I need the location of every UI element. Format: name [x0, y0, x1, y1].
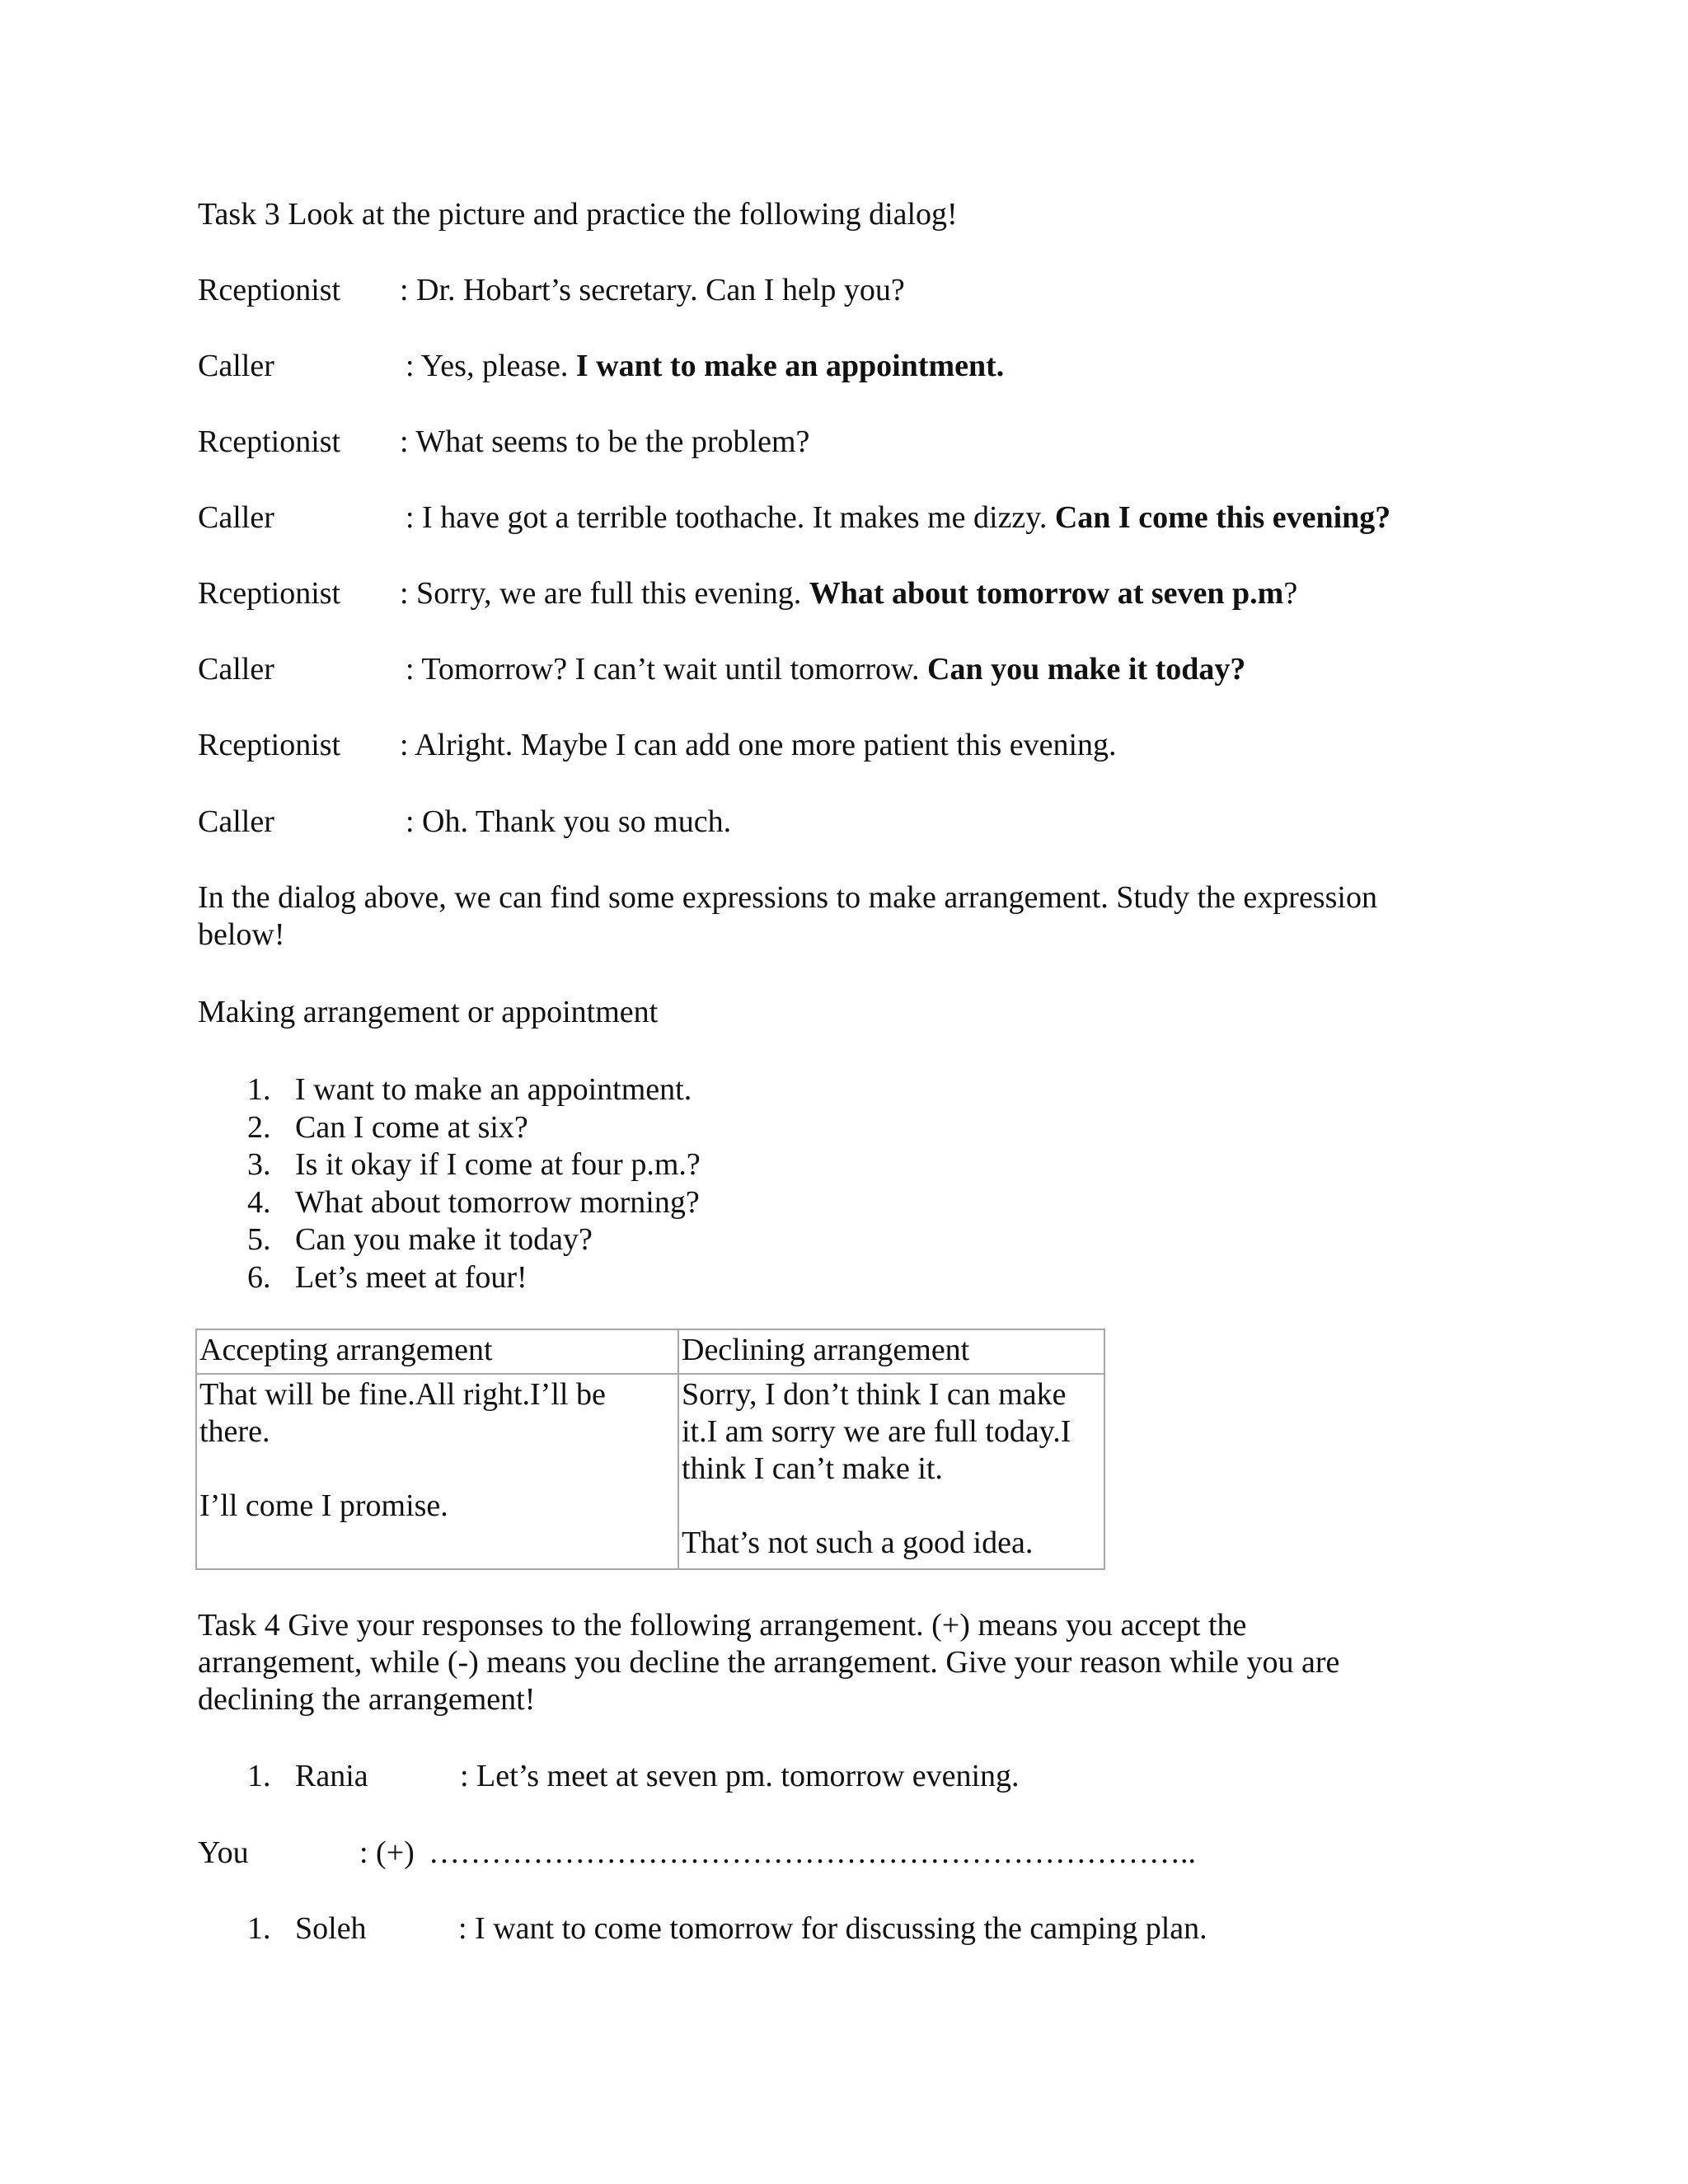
task4-item-speaker: Rania: [295, 1759, 368, 1793]
bold-expression: Can I come this evening?: [1054, 500, 1391, 535]
declining-cell: Sorry, I don’t think I can make it.I am sorry we are full today.I think I can’t make it. That’s not such a good idea.: [678, 1374, 1104, 1569]
dialog-text: : Tomorrow? I can’t wait until tomorrow. Can you make it today?: [406, 652, 1246, 687]
dialog-text: : Yes, please. I want to make an appointment.: [406, 349, 1005, 383]
dialog-speaker: Caller: [198, 652, 274, 687]
task4-item-text: : Let’s meet at seven pm. tomorrow evening.: [460, 1759, 1020, 1793]
task4-item-number: 1.: [247, 1759, 271, 1793]
bold-expression: What about tomorrow at seven p.m: [809, 576, 1284, 611]
bold-expression: I want to make an appointment.: [575, 349, 1005, 383]
arrangement-table: [195, 1329, 1105, 1570]
dialog-text: : Sorry, we are full this evening. What about tomorrow at seven p.m?: [400, 576, 1298, 611]
dialog-speaker: Caller: [198, 500, 274, 535]
response-sign: : (+): [359, 1835, 415, 1870]
response-blank[interactable]: ………………………………………………………………..: [429, 1835, 1196, 1870]
dialog-text: : What seems to be the problem?: [400, 424, 810, 459]
dialog-speaker: Rceptionist: [198, 576, 341, 611]
document-page: Task 3 Look at the picture and practice the following dialog! Rceptionist : Dr. Hobart’s secretary. Can I help you? Caller : Yes, please. I want to make an appointment. Rceptionist : What seems to be the problem? Caller : I have got a terrible toothache. It makes me dizzy. Can I come this evening? Rceptionist : Sorry, we are full this evening. What about tomorrow at seven p.m? Caller : Tomorrow? I can’t wait until tomorrow. Can you make it today? Rceptionist : Alright. Maybe I can add one more patient this evening. Caller : Oh. Thank you so much. In the dialog above, we can find some expressions to make arrangement. Study the expression below! Making arrangement or appointment 1. I want to make an appointment. 2. Can I come at six? 3. Is it okay if I come at four p.m.? 4. What about tomorrow morning? 5. Can you make it today? 6. Let’s meet at four! Accepting arrangement Declining arrangement That will be fine.All right.I’ll be there. I’ll come I promise. Sorry, I don’t think I can make it.I am sorry we are full today.I think I can’t make it. That’s not such a good idea. Task 4 Give your responses to the following arrangement. (+) means you accept the arrangement, while (-) means you decline the arrangement. Give your reason while you are declining the arrangement! 1. Rania : Let’s meet at seven pm. tomorrow evening. You : (+) ……………………………………………………………….. 1. Soleh : I want to come tomorrow for discussing the camping plan.: [0, 0, 1688, 2184]
table-header-row: [196, 1329, 1104, 1374]
dialog-speaker: Caller: [198, 349, 274, 383]
table-row: [196, 1374, 1104, 1569]
task4-item-number: 1.: [247, 1911, 271, 1946]
dialog-text: : Oh. Thank you so much.: [406, 804, 732, 839]
dialog-text: : Alright. Maybe I can add one more patient this evening.: [400, 728, 1117, 762]
dialog-speaker: Rceptionist: [198, 728, 341, 762]
intro-paragraph: In the dialog above, we can find some expressions to make arrangement. Study the expression below!: [198, 880, 1377, 952]
accepting-cell: That will be fine.All right.I’ll be there. I’ll come I promise.: [196, 1374, 678, 1569]
task4-item-text: : I want to come tomorrow for discussing the camping plan.: [458, 1911, 1207, 1946]
dialog-text: : I have got a terrible toothache. It makes me dizzy. Can I come this evening?: [406, 500, 1391, 535]
making-heading: Making arrangement or appointment: [198, 995, 659, 1029]
task4-item-speaker: Soleh: [295, 1911, 367, 1946]
response-label: You: [198, 1835, 249, 1870]
dialog-text: : Dr. Hobart’s secretary. Can I help you?: [400, 273, 905, 307]
dialog-speaker: Caller: [198, 804, 274, 839]
bold-expression: Can you make it today?: [927, 652, 1246, 687]
task4-instructions: Task 4 Give your responses to the following arrangement. (+) means you accept the arrangement, while (-) means you decline the arrangement. Give your reason while you are declining the arrangement!: [198, 1608, 1340, 1717]
header-accepting: Accepting arrangement: [196, 1329, 678, 1374]
header-declining: Declining arrangement: [678, 1329, 1104, 1374]
task3-title: Task 3 Look at the picture and practice the following dialog!: [198, 197, 958, 232]
dialog-speaker: Rceptionist: [198, 424, 341, 459]
dialog-speaker: Rceptionist: [198, 273, 341, 307]
